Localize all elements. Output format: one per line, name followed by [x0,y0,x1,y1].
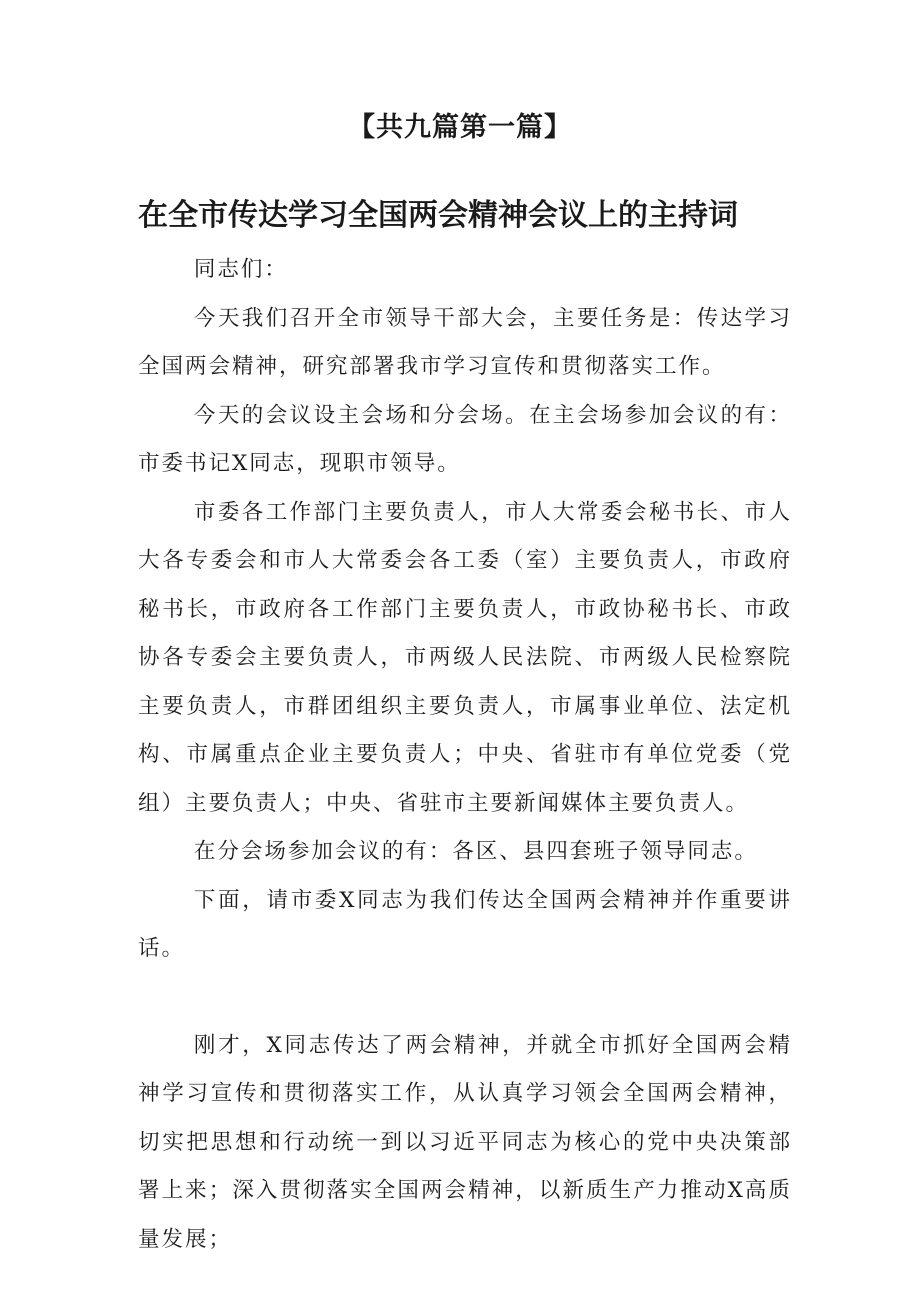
body-paragraph: 市委各工作部门主要负责人，市人大常委会秘书长、市人大各专委会和市人大常委会各工委（室）主要负责人，市政府秘书长，市政府各工作部门主要负责人，市政协秘书长、市政协各专委会主要负责人，市两级人民法院、市两级人民检察院主要负责人，市群团组织主要负责人，市属事业单位、法定机构、市属重点企业主要负责人；中央、省驻市有单位党委（党组）主要负责人；中央、省驻市主要新闻媒体主要负责人。 [138,499,792,816]
body-paragraph: 刚才，X同志传达了两会精神，并就全市抓好全国两会精神学习宣传和贯彻落实工作，从认真学习领会全国两会精神，切实把思想和行动统一到以习近平同志为核心的党中央决策部署上来；深入贯彻落实全国两会精神，以新质生产力推动X高质量发展； [138,1032,792,1252]
series-title: 【共九篇第一篇】 [348,112,572,143]
document-body [138,246,792,1264]
salutation-paragraph: 同志们： [193,257,288,282]
body-paragraph: 在分会场参加会议的有：各区、县四套班子领导同志。 [193,839,758,864]
body-paragraph: 下面，请市委X同志为我们传达全国两会精神并作重要讲话。 [138,887,792,961]
document-title: 在全市传达学习全国两会精神会议上的主持词 [138,198,738,233]
body-paragraph: 今天我们召开全市领导干部大会，主要任务是：传达学习全国两会精神，研究部署我市学习宣传和贯彻落实工作。 [138,305,792,379]
body-paragraph: 今天的会议设主会场和分会场。在主会场参加会议的有：市委书记X同志，现职市领导。 [138,402,792,476]
